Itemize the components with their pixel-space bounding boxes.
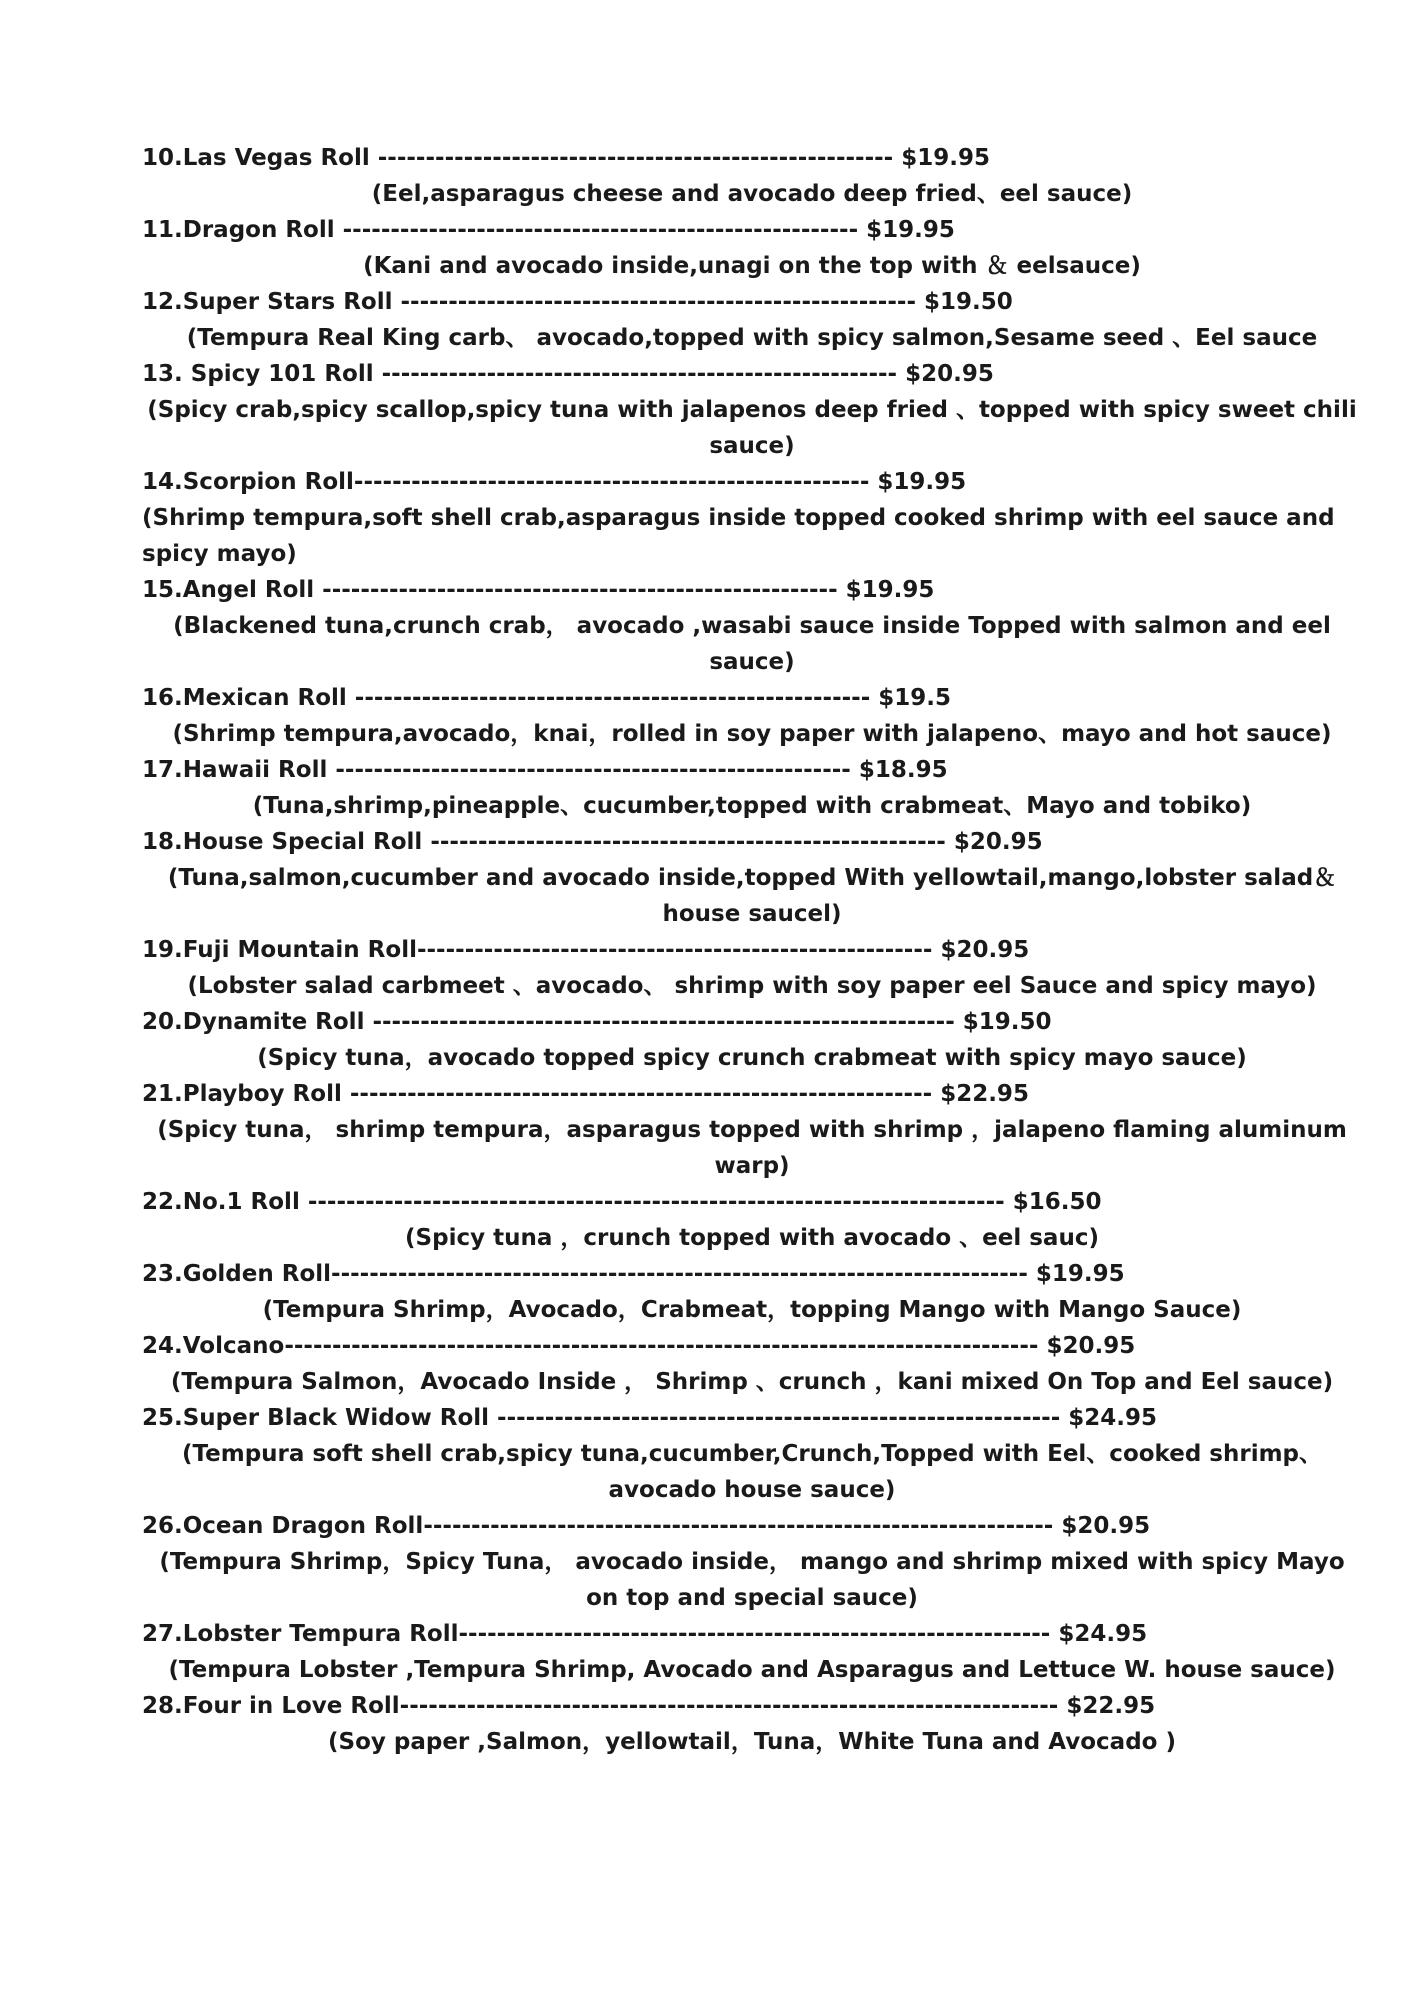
dash-leader: ------------------------------------------------------------------------- — [331, 1261, 1028, 1287]
dash-leader: ------------------------------------------------------ — [353, 469, 870, 495]
item-description: (Tempura soft shell crab,spicy tuna,cucumber,Crunch,Topped with Eel、cooked shrimp、avocado house sauce) — [181, 1441, 1323, 1503]
dash-leader: ------------------------------------------------------ — [354, 685, 871, 711]
item-title-line — [142, 1076, 1362, 1112]
item-price: $22.95 — [1066, 1693, 1156, 1719]
menu-item — [142, 1616, 1362, 1688]
dash-leader: ------------------------------------------------------------- — [349, 1081, 933, 1107]
menu-item — [142, 932, 1362, 1004]
item-title-line — [142, 1004, 1362, 1040]
menu-item — [142, 824, 1362, 932]
item-title-line — [142, 752, 1362, 788]
item-title-line — [142, 464, 1362, 500]
item-name: 25.Super Black Widow Roll — [142, 1405, 490, 1431]
item-title-line — [142, 1256, 1362, 1292]
dash-leader: ------------------------------------------------------ — [381, 361, 898, 387]
item-name: 23.Golden Roll — [142, 1261, 332, 1287]
item-price: $22.95 — [940, 1081, 1029, 1107]
dash-leader: ------------------------------------------------------ — [335, 757, 851, 783]
item-name: 15.Angel Roll — [142, 577, 315, 603]
item-title-line — [142, 680, 1362, 716]
menu-item — [142, 464, 1362, 572]
item-title-line — [142, 356, 1362, 392]
item-price: $19.95 — [845, 577, 935, 603]
dash-leader: ------------------------------------------------------ — [377, 145, 894, 171]
menu-item — [142, 1328, 1362, 1400]
item-price: $20.95 — [905, 361, 994, 387]
dash-leader: ------------------------------------------------------------- — [372, 1009, 955, 1035]
item-description: (Spicy tuna，avocado topped spicy crunch crabmeat with spicy mayo sauce) — [257, 1045, 1247, 1071]
item-description: (Tempura Shrimp，Spicy Tuna， avocado inside， mango and shrimp mixed with spicy Mayo on top and special sauce) — [159, 1549, 1345, 1611]
item-description: (Shrimp tempura,soft shell crab,asparagus inside topped cooked shrimp with eel sauce and spicy mayo) — [142, 505, 1335, 567]
item-name: 11.Dragon Roll — [142, 217, 335, 243]
menu-list — [142, 140, 1362, 1760]
dash-leader: ------------------------------------------------------------------ — [423, 1513, 1054, 1539]
item-title-line — [142, 1688, 1362, 1724]
dash-leader: ------------------------------------------------------ — [342, 217, 859, 243]
menu-item — [142, 752, 1362, 824]
dash-leader: ----------------------------------------------------------- — [497, 1405, 1061, 1431]
dash-leader: --------------------------------------------------------------------- — [399, 1693, 1059, 1719]
menu-item — [142, 140, 1362, 212]
item-description: (Tempura Salmon，Avocado Inside ， Shrimp 、crunch ，kani mixed On Top and Eel sauce) — [170, 1369, 1334, 1395]
item-description: (Tempura Real King carb、 avocado,topped with spicy salmon,Sesame seed 、Eel sauce — [186, 325, 1318, 351]
item-title-line — [142, 1508, 1362, 1544]
item-price: $20.95 — [953, 829, 1043, 855]
item-price: $19.95 — [1035, 1261, 1125, 1287]
menu-item — [142, 1004, 1362, 1076]
item-name: 28.Four in Love Roll — [142, 1693, 400, 1719]
item-title-line — [142, 932, 1362, 968]
item-price: $20.95 — [1046, 1333, 1136, 1359]
item-description: (Shrimp tempura,avocado，knai，rolled in soy paper with jalapeno、mayo and hot sauce) — [172, 721, 1332, 747]
item-name: 12.Super Stars Roll — [142, 289, 393, 315]
menu-item — [142, 356, 1362, 464]
item-name: 10.Las Vegas Roll — [142, 145, 370, 171]
item-price: $19.95 — [901, 145, 991, 171]
item-title-line — [142, 824, 1362, 860]
item-price: $16.50 — [1012, 1189, 1102, 1215]
item-name: 21.Playboy Roll — [142, 1081, 342, 1107]
dash-leader: ------------------------------------------------------ — [416, 937, 933, 963]
item-name: 27.Lobster Tempura Roll — [142, 1621, 459, 1647]
item-name: 13. Spicy 101 Roll — [142, 361, 374, 387]
item-title-line — [142, 284, 1362, 320]
item-name: 26.Ocean Dragon Roll — [142, 1513, 424, 1539]
item-description: (Tuna,salmon,cucumber and avocado inside,topped With yellowtail,mango,lobster salad＆house saucel) — [167, 865, 1337, 927]
item-description: (Kani and avocado inside,unagi on the top with ＆ eelsauce) — [363, 253, 1141, 279]
dash-leader: ------------------------------------------------------ — [430, 829, 946, 855]
item-title-line — [142, 1184, 1362, 1220]
item-price: $19.50 — [962, 1009, 1052, 1035]
item-price: $19.95 — [877, 469, 967, 495]
item-description: (Lobster salad carbmeet 、avocado、 shrimp with soy paper eel Sauce and spicy mayo) — [187, 973, 1317, 999]
item-title-line — [142, 1328, 1362, 1364]
dash-leader: ------------------------------------------------------------------------- — [307, 1189, 1005, 1215]
item-description: (Spicy tuna ，crunch topped with avocado 、eel sauc) — [405, 1225, 1099, 1251]
item-price: $24.95 — [1068, 1405, 1158, 1431]
item-description: (Eel,asparagus cheese and avocado deep fried、eel sauce) — [371, 181, 1133, 207]
item-price: $18.95 — [858, 757, 948, 783]
item-name: 19.Fuji Mountain Roll — [142, 937, 417, 963]
item-description: (Tuna,shrimp,pineapple、cucumber,topped with crabmeat、Mayo and tobiko) — [252, 793, 1252, 819]
menu-item — [142, 1184, 1362, 1256]
item-price: $19.5 — [878, 685, 952, 711]
item-description: (Tempura Lobster ,Tempura Shrimp, Avocado and Asparagus and Lettuce W. house sauce) — [168, 1657, 1336, 1683]
item-price: $24.95 — [1058, 1621, 1148, 1647]
item-name: 24.Volcano — [142, 1333, 285, 1359]
item-name: 22.No.1 Roll — [142, 1189, 300, 1215]
item-name: 16.Mexican Roll — [142, 685, 347, 711]
item-description: (Blackened tuna,crunch crab， avocado ,wasabi sauce inside Topped with salmon and eel sauce) — [173, 613, 1331, 675]
item-description: (Spicy crab,spicy scallop,spicy tuna with jalapenos deep fried 、topped with spicy sweet chili sauce) — [147, 397, 1357, 459]
menu-item — [142, 1508, 1362, 1616]
menu-item — [142, 680, 1362, 752]
item-title-line — [142, 140, 1362, 176]
item-price: $19.50 — [924, 289, 1013, 315]
menu-item — [142, 284, 1362, 356]
menu-item — [142, 1076, 1362, 1184]
item-name: 17.Hawaii Roll — [142, 757, 328, 783]
dash-leader: ------------------------------------------------------------------------------- — [284, 1333, 1039, 1359]
item-description: (Soy paper ,Salmon，yellowtail，Tuna，White Tuna and Avocado ) — [328, 1729, 1176, 1755]
dash-leader: ------------------------------------------------------ — [400, 289, 916, 315]
menu-item — [142, 572, 1362, 680]
menu-item — [142, 1688, 1362, 1760]
menu-item — [142, 1256, 1362, 1328]
item-title-line — [142, 212, 1362, 248]
item-price: $20.95 — [1061, 1513, 1151, 1539]
item-description: (Tempura Shrimp，Avocado，Crabmeat，topping Mango with Mango Sauce) — [262, 1297, 1242, 1323]
item-price: $20.95 — [940, 937, 1030, 963]
item-title-line — [142, 1616, 1362, 1652]
menu-item — [142, 212, 1362, 284]
menu-item — [142, 1400, 1362, 1508]
item-description: (Spicy tuna， shrimp tempura，asparagus topped with shrimp ，jalapeno flaming aluminum warp) — [157, 1117, 1347, 1179]
item-name: 20.Dynamite Roll — [142, 1009, 365, 1035]
item-title-line — [142, 572, 1362, 608]
item-price: $19.95 — [866, 217, 955, 243]
dash-leader: ------------------------------------------------------ — [322, 577, 838, 603]
item-name: 14.Scorpion Roll — [142, 469, 354, 495]
item-name: 18.House Special Roll — [142, 829, 423, 855]
item-title-line — [142, 1400, 1362, 1436]
dash-leader: -------------------------------------------------------------- — [458, 1621, 1051, 1647]
